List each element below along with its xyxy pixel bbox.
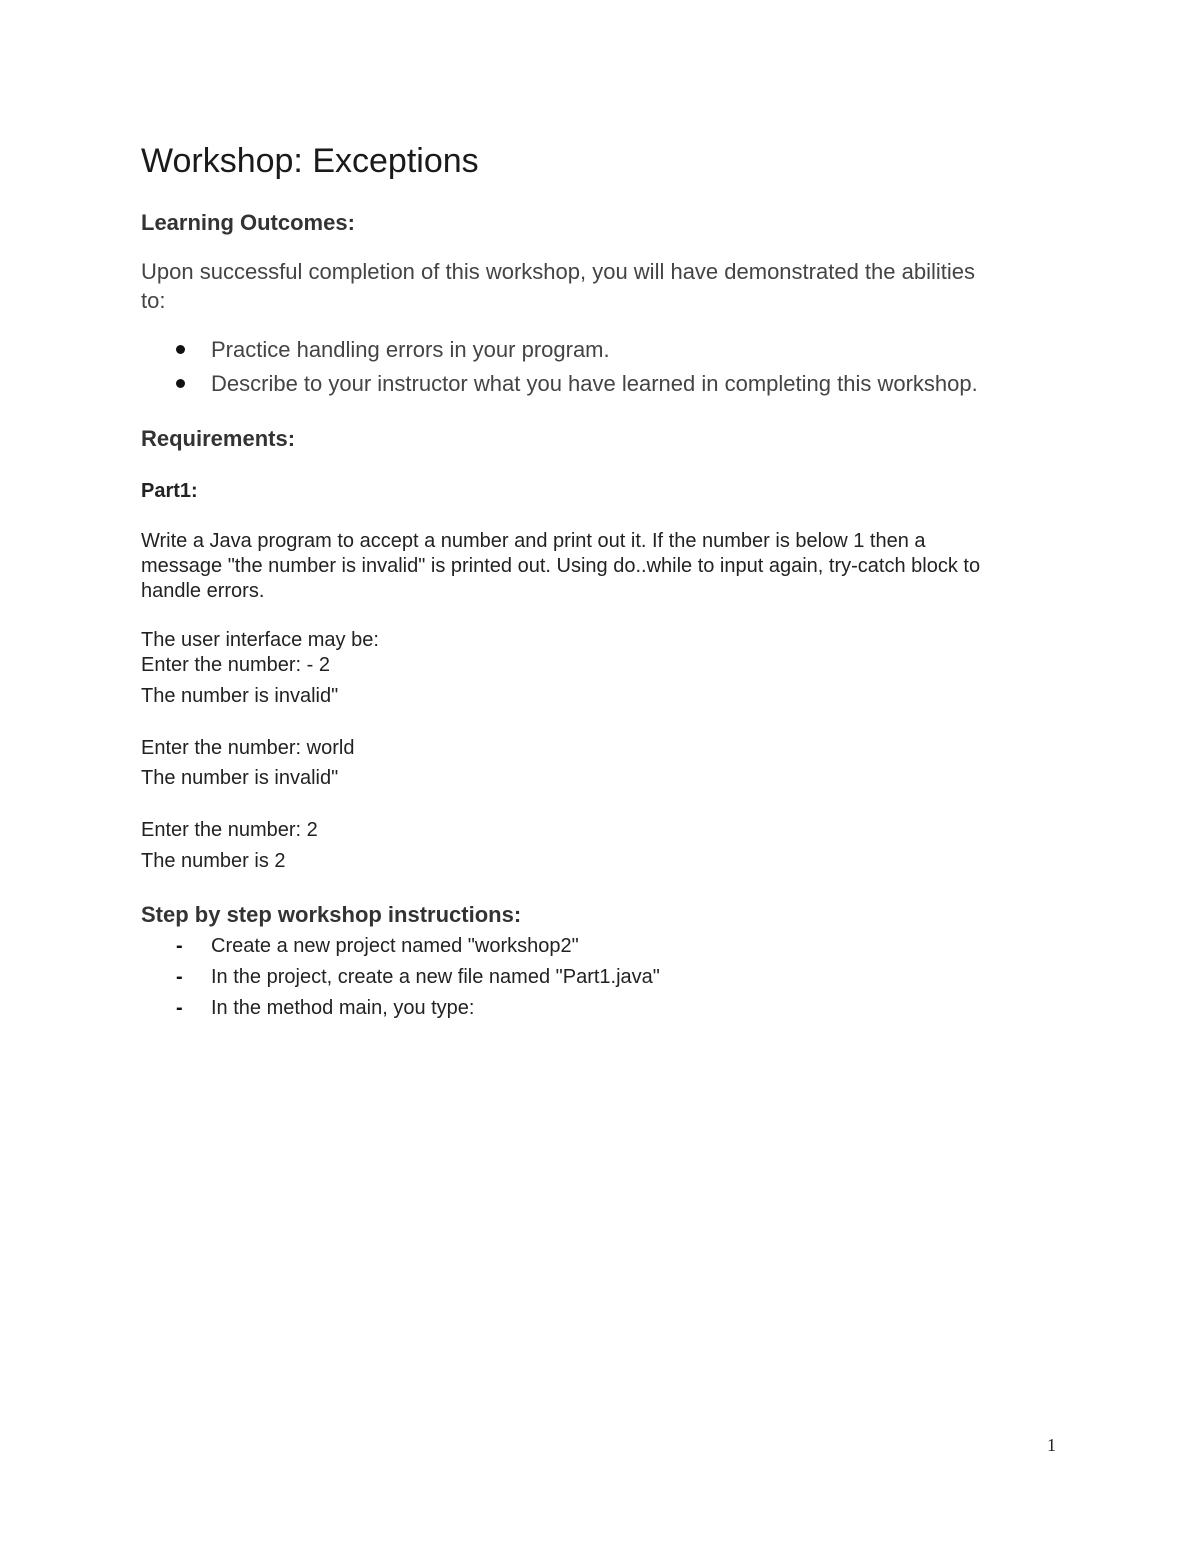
example-input: Enter the number: world — [141, 737, 355, 759]
part1-desc-line1: Write a Java program to accept a number and print out it. If the number is below 1 then a — [141, 530, 926, 552]
ui-intro: The user interface may be: — [141, 629, 379, 651]
list-item: Practice handling errors in your program. — [211, 337, 610, 362]
learning-outcomes-heading: Learning Outcomes: — [141, 210, 355, 235]
part1-desc-line3: handle errors. — [141, 580, 265, 602]
learning-outcomes-intro-line2: to: — [141, 288, 166, 313]
page-number: 1 — [1047, 1435, 1056, 1455]
list-item: In the method main, you type: — [211, 997, 475, 1019]
list-item: Describe to your instructor what you have learned in completing this workshop. — [211, 371, 978, 396]
steps-heading: Step by step workshop instructions: — [141, 902, 522, 927]
part1-heading: Part1: — [141, 480, 198, 502]
bullet-icon — [176, 345, 185, 354]
page-title: Workshop: Exceptions — [141, 142, 479, 180]
bullet-icon — [176, 379, 185, 388]
learning-outcomes-intro-line1: Upon successful completion of this workshop, you will have demonstrated the abilities — [141, 259, 975, 284]
example-output: The number is 2 — [141, 850, 286, 872]
dash-bullet-icon: - — [176, 997, 183, 1019]
example-output: The number is invalid" — [141, 767, 339, 789]
requirements-heading: Requirements: — [141, 426, 296, 451]
list-item: Create a new project named "workshop2" — [211, 935, 579, 957]
example-input: Enter the number: 2 — [141, 819, 318, 841]
list-item: In the project, create a new file named "Part1.java" — [211, 966, 660, 988]
example-output: The number is invalid" — [141, 685, 339, 707]
dash-bullet-icon: - — [176, 935, 183, 957]
example-input: Enter the number: - 2 — [141, 654, 330, 676]
part1-desc-line2: message "the number is invalid" is printed out. Using do..while to input again, try-catch block to — [141, 555, 981, 577]
dash-bullet-icon: - — [176, 966, 183, 988]
